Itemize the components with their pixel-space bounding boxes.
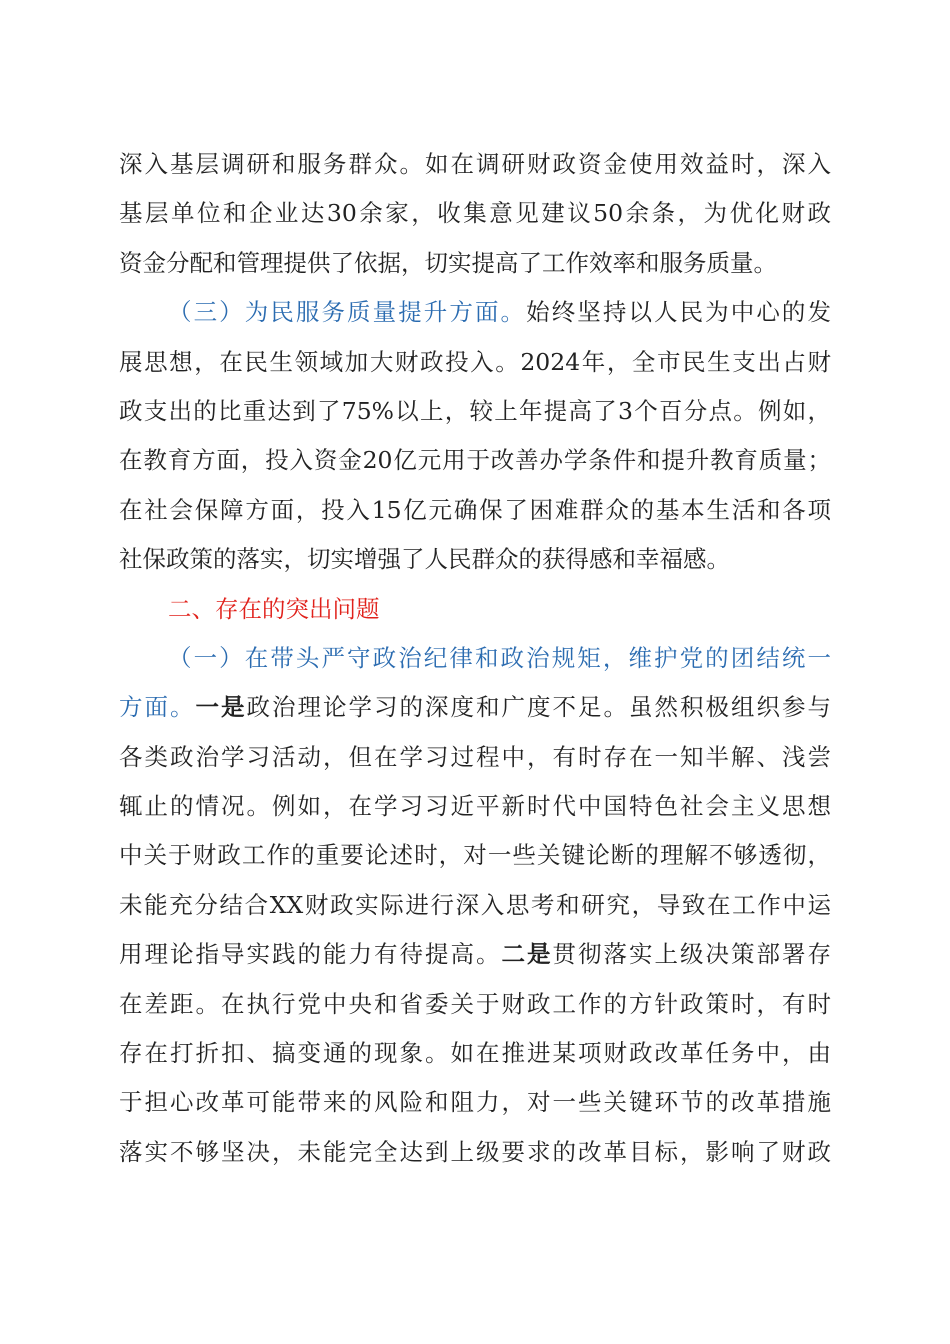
- body-text: 政治理论学习的深度和广度不足。虽然积极组织参与: [246, 693, 831, 722]
- paragraph-line: [119, 288, 831, 337]
- paragraph-line: [119, 1128, 831, 1177]
- paragraph-line: [119, 140, 831, 189]
- body-text: 在教育方面，投入资金20亿元用于改善办学条件和提升教育质量；: [119, 446, 831, 475]
- body-text: 深入基层调研和服务群众。如在调研财政资金使用效益时，深入: [119, 150, 831, 178]
- body-text: 始终坚持以人民为中心的发: [526, 298, 831, 327]
- paragraph-line: [119, 436, 831, 485]
- body-text: 中关于财政工作的重要论述时，对一些关键论断的理解不够透彻，: [119, 841, 831, 870]
- paragraph-line: [119, 486, 831, 535]
- paragraph-line: [119, 782, 831, 831]
- paragraph-line: [119, 535, 831, 584]
- subheading-one-cont: 方面。: [119, 693, 196, 722]
- body-text: 资金分配和管理提供了依据，切实提高了工作效率和服务质量。: [119, 248, 777, 277]
- body-text: 存在打折扣、搞变通的现象。如在推进某项财政改革任务中，由: [119, 1039, 831, 1068]
- paragraph-line: [119, 189, 831, 238]
- paragraph-line: [119, 239, 831, 288]
- subheading-three: （三）为民服务质量提升方面。: [168, 298, 527, 327]
- body-text: 在社会保障方面，投入15亿元确保了困难群众的基本生活和各项: [119, 495, 831, 524]
- paragraph-line: [119, 881, 831, 930]
- body-text: 社保政策的落实，切实增强了人民群众的获得感和幸福感。: [119, 545, 730, 574]
- body-text: 各类政治学习活动，但在学习过程中，有时存在一知半解、浅尝: [119, 742, 831, 771]
- body-text: 用理论指导实践的能力有待提高。: [119, 940, 502, 969]
- body-text: 展思想，在民生领域加大财政投入。2024年，全市民生支出占财: [119, 347, 831, 376]
- paragraph-line: [119, 930, 831, 979]
- body-text: 辄止的情况。例如，在学习习近平新时代中国特色社会主义思想: [119, 792, 831, 821]
- section-title-text: 二、存在的突出问题: [168, 594, 380, 623]
- body-text: 贯彻落实上级决策部署存: [552, 940, 831, 969]
- paragraph-line: [119, 338, 831, 387]
- paragraph-line: [119, 634, 831, 683]
- paragraph-line: [119, 1078, 831, 1127]
- paragraph-line: [119, 733, 831, 782]
- body-text: 政支出的比重达到了75%以上，较上年提高了3个百分点。例如，: [119, 396, 831, 425]
- document-body: [119, 140, 831, 1177]
- section-title: [119, 585, 831, 634]
- paragraph-line: [119, 683, 831, 732]
- paragraph-line: [119, 387, 831, 436]
- point-marker-two: 二是: [501, 940, 553, 969]
- subheading-one: （一）在带头严守政治纪律和政治规矩，维护党的团结统一: [168, 643, 831, 672]
- paragraph-line: [119, 980, 831, 1029]
- paragraph-line: [119, 831, 831, 880]
- body-text: 在差距。在执行党中央和省委关于财政工作的方针政策时，有时: [119, 989, 831, 1018]
- paragraph-line: [119, 1029, 831, 1078]
- body-text: 未能充分结合XX财政实际进行深入思考和研究，导致在工作中运: [119, 890, 831, 919]
- point-marker-one: 一是: [195, 693, 247, 722]
- body-text: 于担心改革可能带来的风险和阻力，对一些关键环节的改革措施: [119, 1088, 831, 1117]
- body-text: 落实不够坚决，未能完全达到上级要求的改革目标，影响了财政: [119, 1137, 831, 1166]
- body-text: 基层单位和企业达30余家，收集意见建议50余条，为优化财政: [119, 199, 831, 228]
